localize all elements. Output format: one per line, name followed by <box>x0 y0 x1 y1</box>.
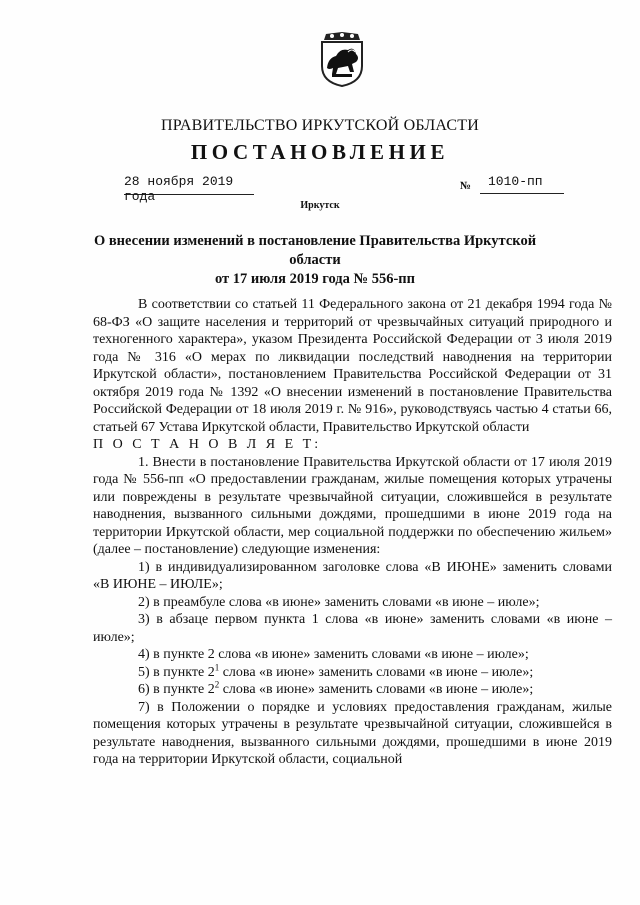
clause-1-paragraph: 1. Внести в постановление Правительства Иркутской области от 17 июля 2019 года № 556-пп «О предоставлении гражданам, жилые помещения которых утрачены или повреждены в результате чрезвычайной ситуации, сложившейся в результате наводнения, вызванного сильными дождями, прошедшими в июне 2019 года на территории Иркутской области, мер социальной поддержки по обеспечению жильем» (далее – постановление) следующие изменения: <box>93 454 612 557</box>
item-5 <box>93 661 612 682</box>
irkutsk-coat-of-arms-icon <box>318 30 366 88</box>
decree-body <box>93 296 612 769</box>
decree-subject <box>80 232 550 289</box>
preamble-paragraph: В соответствии со статьей 11 Федерального закона от 21 декабря 1994 года № 68-ФЗ «О защите населения и территорий от чрезвычайных ситуаций природного и техногенного характера», указом Президента Российской Федерации от 3 июля 2019 года № 316 «О мерах по ликвидации последствий наводнения на территории Иркутской области», постановлением Правительства Российской Федерации от 31 октября 2019 года № 1392 «О внесении изменений в постановление Правительства Российской Федерации от 18 июля 2019 г. № 916», руководствуясь частью 4 статьи 66, статьей 67 Устава Иркутской области, Правительство Иркутской области <box>93 297 612 435</box>
decree-date: 28 ноября 2019 года <box>124 174 254 195</box>
number-sign: № <box>460 180 472 192</box>
item-6-prefix: 6) в пункте 2 <box>138 682 215 697</box>
item-2: 2) в преамбуле слова «в июне» заменить словами «в июне – июле»; <box>138 594 540 610</box>
item-5-prefix: 5) в пункте 2 <box>138 664 215 680</box>
item-5-suffix: слова «в июне» заменить словами «в июне – июле»; <box>219 664 534 680</box>
document-type-title: ПОСТАНОВЛЕНИЕ <box>190 140 450 164</box>
city-name: Иркутск <box>300 200 340 211</box>
decree-number: 1010-пп <box>480 174 564 194</box>
item-6-suffix: слова «в июне» заменить словами «в июне – июле»; <box>219 682 534 697</box>
item-6-superscript: 2 <box>214 679 220 690</box>
subject-line-1: О внесении изменений в постановление Правительства Иркутской области <box>93 233 537 268</box>
subject-line-2: от 17 июля 2019 года № 556-пп <box>215 271 415 287</box>
item-7: 7) в Положении о порядке и условиях предоставления гражданам, жилые помещения которых утрачены в результате чрезвычайной ситуации, сложившейся в результате наводнения, вызванного сильными дождями, прошедшими в июне 2019 года на территории Иркутской области, социальной <box>93 699 612 767</box>
item-1: 1) в индивидуализированном заголовке слова «В ИЮНЕ» заменить словами «В ИЮНЕ – ИЮЛЕ»; <box>93 559 612 592</box>
item-6 <box>93 681 612 699</box>
decree-word: П О С Т А Н О В Л Я Е Т: <box>93 437 322 452</box>
item-3: 3) в абзаце первом пункта 1 слова «в июне» заменить словами «в июне – июле»; <box>93 612 612 645</box>
item-5-superscript: 1 <box>214 661 220 672</box>
item-4: 4) в пункте 2 слова «в июне» заменить словами «в июне – июле»; <box>138 647 529 662</box>
government-title: ПРАВИТЕЛЬСТВО ИРКУТСКОЙ ОБЛАСТИ <box>161 117 479 134</box>
